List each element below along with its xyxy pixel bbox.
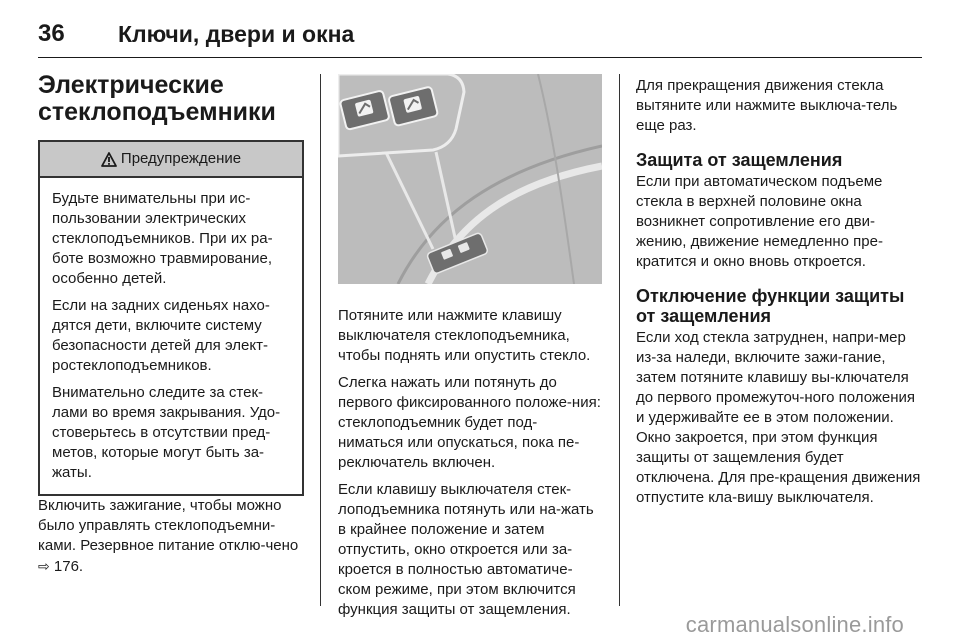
page-number: 36 <box>38 20 65 47</box>
page-reference-link[interactable]: 176. <box>53 558 84 575</box>
col2-paragraph: Потяните или нажмите клавишу выключателя стеклоподъемника, чтобы поднять или опустить стекло. <box>338 307 591 364</box>
watermark: carmanualsonline.info <box>685 612 904 637</box>
col2-paragraph: Слегка нажать или потянуть до первого фиксированного положе-ния: стеклоподъемник будет под-ниматься или опускаться, пока пе-реключатель включен. <box>338 374 601 471</box>
section-title-line-2: стеклоподъемники <box>38 98 276 126</box>
arrow-right-icon: ⇨ <box>38 558 50 574</box>
section-title-line-1: Электрические <box>38 71 224 99</box>
disable-anti-pinch-heading: Отключение функции защиты от защемления <box>636 286 905 326</box>
column-3 <box>636 70 922 515</box>
ignition-text: Включить зажигание, чтобы можно было управлять стеклоподъемни-ками. Резервное питание отклю-чено <box>38 497 299 554</box>
chapter-title: Ключи, двери и окна <box>118 20 355 47</box>
stop-movement-paragraph: Для прекращения движения стекла вытяните или нажмите выключа-тель еще раз. <box>636 77 898 134</box>
warning-paragraph: Если на задних сиденьях нахо-дятся дети, включите систему безопасности детей для элект-ростеклоподъемников. <box>52 297 270 374</box>
column-1 <box>38 70 304 584</box>
warning-box <box>38 140 304 496</box>
warning-body <box>40 178 302 494</box>
page-header <box>38 14 354 54</box>
warning-paragraph: Будьте внимательны при ис-пользовании электрических стеклоподъемников. При их ра-боте возможно травмирование, особенно детей. <box>52 190 273 287</box>
header-divider <box>38 57 922 58</box>
column-2 <box>338 70 602 627</box>
window-switch-illustration <box>338 74 602 284</box>
disable-anti-pinch-paragraph: Если ход стекла затруднен, напри-мер из-за наледи, включите зажи-гание, затем потяните клавишу вы-ключателя до первого промежуточ-ного положения и удерживайте ее в этом положении. Окно закроется, при этом функция защиты от защемления будет отключена. Для пре-кращения движения отпустите кла-вишу выключателя. <box>636 329 921 506</box>
column-divider-2 <box>619 74 620 606</box>
warning-title: Предупреждение <box>120 150 242 167</box>
warning-paragraph: Внимательно следите за стек-лами во время закрывания. Удо-стоверьтесь в отсутствии пред-метов, которые могут быть за-жаты. <box>52 384 281 481</box>
column-divider-1 <box>320 74 321 606</box>
warning-header <box>40 142 302 178</box>
anti-pinch-paragraph: Если при автоматическом подъеме стекла в верхней половине окна возникнет сопротивление его дви-жению, движение немедленно пре-кратится и окно вновь откроется. <box>636 173 883 270</box>
ignition-paragraph <box>38 496 304 577</box>
warning-triangle-icon <box>101 152 117 167</box>
col2-paragraph: Если клавишу выключателя стек-лоподъемника потянуть или на-жать в крайнее положение и затем отпустить, окно откроется или за-кроется в полностью автоматиче-ском режиме, при этом включится функция защиты от защемления. <box>338 481 594 618</box>
section-title <box>38 72 304 126</box>
anti-pinch-heading: Защита от защемления <box>636 150 843 170</box>
